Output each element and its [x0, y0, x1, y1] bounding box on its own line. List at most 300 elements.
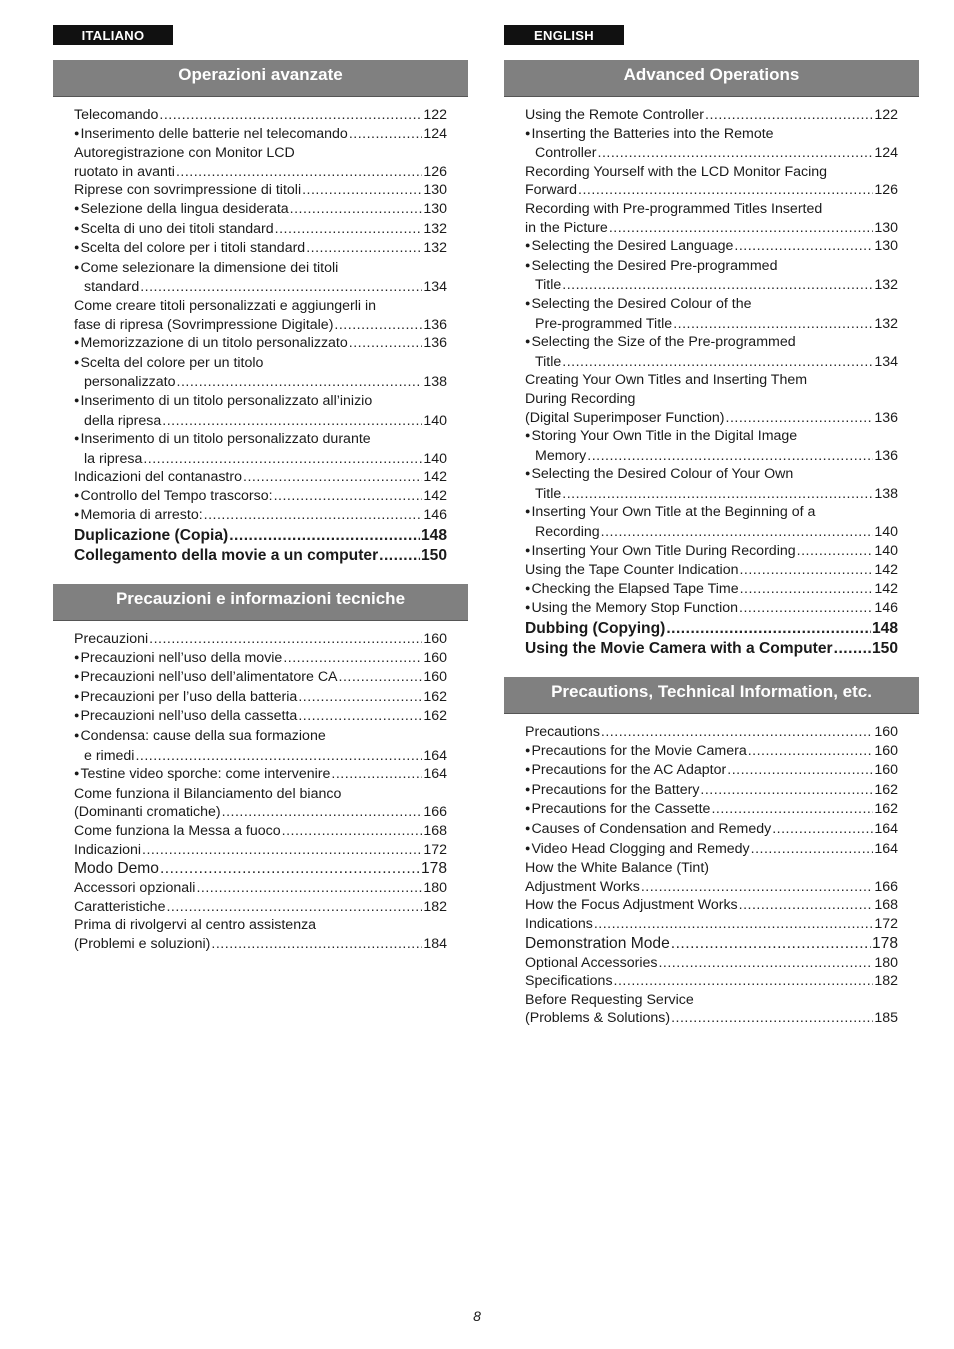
- toc-entry-text: ● Inserting the Batteries into the Remote: [525, 125, 774, 145]
- toc-entry-text: Memory: [535, 447, 587, 464]
- toc-entry-text: Dubbing (Copying): [525, 620, 666, 638]
- toc-entry-page: 134: [423, 279, 447, 296]
- toc-entry-text: fase di ripresa (Sovrimpressione Digitale): [74, 316, 334, 333]
- toc-entry: [74, 373, 447, 392]
- toc-entry: [525, 485, 898, 504]
- leader-dots: [302, 181, 422, 200]
- toc-entry-text: ● Precauzioni nell’uso dell’alimentatore CA: [74, 668, 338, 688]
- leader-dots: [149, 630, 422, 649]
- toc-entry-page: 124: [423, 125, 447, 142]
- toc-entry-page: 148: [871, 620, 898, 638]
- toc-entry: [525, 237, 898, 257]
- toc-entry-page: 124: [874, 145, 898, 162]
- leader-dots: [306, 239, 422, 258]
- toc-entry: [525, 619, 898, 639]
- toc-entry-text: ● Precauzioni nell’uso della cassetta: [74, 707, 297, 727]
- leader-dots: [658, 954, 873, 973]
- leader-dots: [339, 668, 423, 687]
- leader-dots: [159, 106, 422, 125]
- toc-entry-page: 178: [420, 860, 447, 878]
- toc-entry-text: ● Inserimento di un titolo personalizzato durante: [74, 430, 371, 450]
- toc-entry: [525, 761, 898, 781]
- leader-dots: [140, 278, 422, 297]
- toc-entry-page: 138: [874, 485, 898, 502]
- leader-dots: [562, 485, 873, 504]
- toc-entry: [525, 878, 898, 897]
- toc-entry-text: Title: [535, 353, 562, 370]
- toc-entry-page: 160: [874, 762, 898, 779]
- toc-entry-page: 134: [874, 353, 898, 370]
- toc-entry: [525, 1009, 898, 1028]
- toc-entry: [525, 333, 898, 353]
- toc-entry: [74, 297, 447, 316]
- toc-entry-text: ● Condensa: cause della sua formazione: [74, 727, 326, 747]
- leader-dots: [834, 639, 871, 659]
- toc-entry-text: Indicazioni del contanastro: [74, 469, 242, 486]
- toc-entry-text: ● Precautions for the Battery: [525, 781, 699, 801]
- toc-entry: [74, 354, 447, 374]
- toc-entry: [525, 991, 898, 1010]
- toc-entry-text: Creating Your Own Titles and Inserting Them: [525, 372, 808, 389]
- toc-entry-text: Using the Tape Counter Indication: [525, 562, 739, 579]
- leader-dots: [673, 315, 873, 334]
- toc-entry: [74, 278, 447, 297]
- toc-entry-text: Pre-programmed Title: [535, 315, 673, 332]
- toc-entry-text: ● Scelta di uno dei titoli standard: [74, 220, 274, 240]
- toc-entry-text: Riprese con sovrimpressione di titoli: [74, 182, 302, 199]
- toc-entry-page: 142: [423, 469, 447, 486]
- toc-entry: [525, 580, 898, 600]
- toc-entry-text: in the Picture: [525, 219, 608, 236]
- toc-entry: [525, 371, 898, 390]
- toc-entry-page: 140: [423, 412, 447, 429]
- leader-dots: [641, 878, 873, 897]
- leader-dots: [331, 765, 422, 784]
- leader-dots: [751, 840, 874, 859]
- toc-entry-text: Demonstration Mode: [525, 934, 670, 952]
- toc-entry: [74, 630, 447, 649]
- leader-dots: [243, 468, 422, 487]
- toc-entry-text: Autoregistrazione con Monitor LCD: [74, 145, 295, 162]
- toc-entry-page: 136: [423, 335, 447, 352]
- leader-dots: [587, 447, 873, 466]
- leader-dots: [740, 580, 874, 599]
- toc-entry: [74, 181, 447, 200]
- toc-entry-page: 150: [420, 547, 447, 565]
- toc-entry-text: ● Controllo del Tempo trascorso:: [74, 487, 273, 507]
- toc-entry: [74, 765, 447, 785]
- toc-entry-page: 162: [874, 781, 898, 798]
- toc-entry: [74, 125, 447, 145]
- toc-entry-text: Title: [535, 277, 562, 294]
- toc-entry-text: Optional Accessories: [525, 954, 658, 971]
- leader-dots: [177, 373, 423, 392]
- toc-list-precautions: [504, 714, 898, 1028]
- toc-entry: [74, 487, 447, 507]
- leader-dots: [700, 781, 873, 800]
- toc-entry-page: 172: [423, 841, 447, 858]
- toc-entry-page: 185: [874, 1010, 898, 1027]
- toc-entry-text: (Digital Superimposer Function): [525, 409, 725, 426]
- toc-entry: [74, 259, 447, 279]
- toc-entry-text: Recording: [535, 524, 600, 541]
- toc-entry-text: personalizzato: [84, 374, 176, 391]
- toc-entry: [525, 742, 898, 762]
- leader-dots: [135, 747, 422, 766]
- toc-entry: [74, 506, 447, 526]
- toc-entry: [74, 859, 447, 879]
- toc-entry: [74, 316, 447, 335]
- toc-entry-text: standard: [84, 279, 140, 296]
- toc-entry-text: Caratteristiche: [74, 898, 166, 915]
- english-column: [504, 25, 919, 1028]
- toc-entry: [525, 465, 898, 485]
- toc-entry: [525, 561, 898, 580]
- toc-entry-page: 126: [423, 163, 447, 180]
- toc-entry-text: ● Using the Memory Stop Function: [525, 599, 738, 619]
- toc-entry: [74, 526, 447, 546]
- toc-entry: [525, 723, 898, 742]
- leader-dots: [609, 219, 874, 238]
- toc-entry-page: 172: [874, 915, 898, 932]
- toc-entry: [525, 163, 898, 182]
- toc-entry-page: 130: [423, 182, 447, 199]
- toc-entry: [525, 972, 898, 991]
- leader-dots: [739, 896, 874, 915]
- leader-dots: [282, 822, 423, 841]
- toc-entry: [525, 257, 898, 277]
- toc-entry-page: 130: [423, 200, 447, 217]
- toc-entry-text: ● Inserting Your Own Title During Recording: [525, 542, 796, 562]
- toc-entry: [525, 800, 898, 820]
- toc-entry: [525, 200, 898, 219]
- leader-dots: [176, 163, 422, 182]
- toc-entry-text: ● Selecting the Desired Pre-programmed: [525, 257, 777, 277]
- toc-entry: [525, 125, 898, 145]
- toc-entry: [74, 392, 447, 412]
- toc-entry: [74, 106, 447, 125]
- leader-dots: [211, 935, 422, 954]
- toc-entry: [74, 803, 447, 822]
- leader-dots: [143, 450, 422, 469]
- toc-entry-page: 178: [871, 934, 898, 952]
- toc-entry-page: 168: [423, 823, 447, 839]
- toc-entry-text: Using the Remote Controller: [525, 107, 704, 123]
- leader-dots: [274, 487, 423, 506]
- toc-entry-text: Precautions: [525, 724, 600, 741]
- toc-entry-text: Controller: [535, 145, 597, 162]
- toc-entry: [525, 954, 898, 973]
- toc-entry-text: (Dominanti cromatiche): [74, 804, 221, 821]
- toc-entry-page: 166: [423, 804, 447, 821]
- toc-entry-text: ● Precauzioni nell’uso della movie: [74, 649, 282, 669]
- toc-entry-page: 136: [874, 409, 898, 426]
- toc-entry: [525, 409, 898, 428]
- toc-entry-text: ● Precautions for the Cassette: [525, 800, 710, 820]
- toc-entry-text: ● Precautions for the AC Adaptor: [525, 761, 726, 781]
- toc-entry-page: 182: [874, 973, 898, 990]
- toc-entry-text: (Problems & Solutions): [525, 1010, 671, 1027]
- toc-entry-text: Specifications: [525, 973, 613, 990]
- toc-entry: [525, 181, 898, 200]
- leader-dots: [705, 106, 873, 125]
- toc-entry-text: Come funziona il Bilanciamento del bianco: [74, 785, 342, 802]
- toc-entry: [74, 220, 447, 240]
- toc-entry: [74, 747, 447, 766]
- toc-entry: [525, 781, 898, 801]
- toc-entry: [74, 688, 447, 708]
- toc-entry: [74, 916, 447, 935]
- toc-entry-text: Come creare titoli personalizzati e aggiungerli in: [74, 297, 377, 314]
- leader-dots: [726, 409, 874, 428]
- toc-entry-page: 140: [423, 450, 447, 467]
- toc-entry-text: della ripresa: [84, 412, 162, 429]
- toc-entry: [525, 934, 898, 954]
- leader-dots: [772, 820, 873, 839]
- leader-dots: [142, 841, 422, 860]
- toc-entry: [525, 896, 898, 915]
- toc-entry-text: Indications: [525, 915, 593, 932]
- toc-entry-page: 142: [423, 487, 447, 504]
- toc-entry: [74, 412, 447, 431]
- leader-dots: [162, 412, 422, 431]
- section-header-operazioni-avanzate: Operazioni avanzate: [53, 60, 468, 97]
- toc-entry-page: 122: [874, 107, 898, 123]
- section-header-precauzioni: Precauzioni e informazioni tecniche: [53, 584, 468, 621]
- toc-entry-text: ● Memoria di arresto:: [74, 506, 203, 526]
- toc-entry-page: 180: [874, 954, 898, 971]
- toc-entry-text: la ripresa: [84, 450, 143, 467]
- toc-entry: [525, 353, 898, 372]
- toc-entry-page: 132: [874, 277, 898, 294]
- toc-entry: [525, 315, 898, 334]
- leader-dots: [229, 526, 420, 546]
- toc-entry: [525, 106, 898, 125]
- leader-dots: [598, 144, 874, 163]
- leader-dots: [275, 220, 423, 239]
- leader-dots: [196, 879, 422, 898]
- toc-entry: [525, 503, 898, 523]
- toc-entry: [74, 707, 447, 727]
- toc-entry-page: 138: [423, 374, 447, 391]
- toc-entry-page: 146: [423, 507, 447, 524]
- toc-entry: [74, 879, 447, 898]
- toc-entry-page: 162: [423, 688, 447, 705]
- leader-dots: [298, 688, 422, 707]
- toc-entry-page: 122: [423, 107, 447, 123]
- toc-entry: [74, 239, 447, 259]
- toc-entry-page: 164: [423, 766, 447, 783]
- leader-dots: [204, 506, 423, 525]
- toc-entry-text: Recording with Pre-programmed Titles Inserted: [525, 200, 823, 217]
- toc-entry-text: ● Come selezionare la dimensione dei titoli: [74, 259, 338, 279]
- leader-dots: [601, 523, 874, 542]
- toc-entry: [525, 295, 898, 315]
- toc-entry-text: Prima di rivolgervi al centro assistenza: [74, 917, 317, 934]
- toc-entry-text: How the Focus Adjustment Works: [525, 897, 738, 914]
- toc-entry-text: ● Inserting Your Own Title at the Beginning of a: [525, 503, 815, 523]
- toc-entry: [525, 542, 898, 562]
- toc-entry: [74, 144, 447, 163]
- leader-dots: [666, 619, 871, 639]
- toc-entry-text: ● Selecting the Desired Colour of Your Own: [525, 465, 793, 485]
- toc-entry-page: 168: [874, 897, 898, 914]
- leader-dots: [562, 353, 873, 372]
- toc-entry-text: ● Scelta del colore per i titoli standard: [74, 239, 305, 259]
- toc-entry-page: 126: [874, 182, 898, 199]
- leader-dots: [671, 934, 871, 954]
- leader-dots: [222, 803, 423, 822]
- toc-entry-page: 130: [874, 238, 898, 255]
- toc-entry: [525, 915, 898, 934]
- page-number: 8: [473, 1308, 481, 1324]
- toc-entry: [74, 468, 447, 487]
- toc-entry-text: Accessori opzionali: [74, 880, 196, 897]
- toc-entry: [74, 935, 447, 954]
- toc-entry: [74, 841, 447, 860]
- toc-entry-page: 180: [423, 880, 447, 897]
- leader-dots: [166, 898, 422, 917]
- toc-entry-page: 132: [423, 220, 447, 237]
- leader-dots: [734, 237, 873, 256]
- toc-entry-page: 130: [874, 219, 898, 236]
- toc-entry-text: Come funziona la Messa a fuoco: [74, 823, 281, 839]
- toc-entry-text: ● Selezione della lingua desiderata: [74, 200, 289, 220]
- toc-entry: [525, 447, 898, 466]
- toc-entry: [74, 727, 447, 747]
- toc-entry-text: During Recording: [525, 390, 636, 407]
- toc-entry-page: 132: [423, 240, 447, 257]
- toc-entry: [525, 599, 898, 619]
- toc-entry-text: ● Selecting the Desired Language: [525, 237, 733, 257]
- toc-entry-text: Duplicazione (Copia): [74, 527, 229, 545]
- toc-list-advanced-operations: [504, 97, 898, 659]
- toc-entry-page: 162: [874, 801, 898, 818]
- toc-entry-text: ● Precautions for the Movie Camera: [525, 742, 747, 762]
- toc-entry: [74, 430, 447, 450]
- leader-dots: [614, 972, 874, 991]
- toc-entry-text: (Problemi e soluzioni): [74, 935, 211, 952]
- toc-entry-page: 132: [874, 315, 898, 332]
- toc-entry: [74, 200, 447, 220]
- leader-dots: [739, 561, 873, 580]
- toc-entry-text: Forward: [525, 182, 578, 199]
- toc-list-operazioni-avanzate: [53, 97, 447, 566]
- toc-entry-page: 160: [874, 742, 898, 759]
- toc-entry-text: ● Selecting the Size of the Pre-programmed: [525, 333, 796, 353]
- leader-dots: [379, 546, 420, 566]
- toc-entry-text: Using the Movie Camera with a Computer: [525, 640, 833, 658]
- leader-dots: [671, 1009, 873, 1028]
- toc-entry: [74, 822, 447, 841]
- toc-entry-page: 160: [423, 631, 447, 648]
- leader-dots: [290, 200, 423, 219]
- toc-entry-text: Title: [535, 485, 562, 502]
- toc-entry-text: Precauzioni: [74, 631, 149, 648]
- toc-entry-text: ● Video Head Clogging and Remedy: [525, 840, 750, 860]
- leader-dots: [711, 800, 873, 819]
- leader-dots: [283, 649, 422, 668]
- italian-column: [53, 25, 468, 954]
- toc-entry-page: 166: [874, 878, 898, 895]
- toc-entry: [525, 523, 898, 542]
- leader-dots: [727, 761, 873, 780]
- toc-entry-text: Telecomando: [74, 107, 159, 123]
- toc-entry: [525, 840, 898, 860]
- toc-entry: [525, 144, 898, 163]
- toc-entry-text: ● Inserimento delle batterie nel telecomando: [74, 125, 348, 145]
- toc-entry-page: 146: [874, 600, 898, 617]
- toc-entry: [525, 859, 898, 878]
- toc-entry: [525, 219, 898, 238]
- toc-entry: [74, 649, 447, 669]
- toc-entry-text: ruotato in avanti: [74, 163, 175, 180]
- language-label-italiano: ITALIANO: [53, 25, 173, 45]
- toc-entry-text: ● Storing Your Own Title in the Digital Image: [525, 427, 797, 447]
- toc-entry: [74, 334, 447, 354]
- toc-entry-page: 164: [874, 821, 898, 837]
- toc-entry-text: Recording Yourself with the LCD Monitor Facing: [525, 163, 828, 180]
- toc-entry: [525, 427, 898, 447]
- leader-dots: [594, 915, 874, 934]
- section-header-precautions: Precautions, Technical Information, etc.: [504, 677, 919, 714]
- toc-entry-text: ● Selecting the Desired Colour of the: [525, 295, 751, 315]
- leader-dots: [739, 599, 873, 618]
- toc-entry-text: e rimedi: [84, 747, 135, 764]
- toc-entry-page: 184: [423, 935, 447, 952]
- toc-entry-text: ● Memorizzazione di un titolo personalizzato: [74, 334, 348, 354]
- leader-dots: [349, 334, 423, 353]
- toc-entry-text: ● Scelta del colore per un titolo: [74, 354, 263, 374]
- toc-entry: [74, 898, 447, 917]
- toc-entry-text: Indicazioni: [74, 841, 142, 858]
- toc-entry-text: How the White Balance (Tint): [525, 860, 709, 877]
- toc-entry-page: 160: [423, 649, 447, 666]
- toc-entry: [74, 785, 447, 804]
- toc-entry-text: ● Causes of Condensation and Remedy: [525, 820, 771, 840]
- toc-entry: [74, 546, 447, 566]
- toc-entry-text: ● Precauzioni per l’uso della batteria: [74, 688, 297, 708]
- toc-entry-page: 142: [874, 580, 898, 597]
- toc-entry: [74, 163, 447, 182]
- toc-entry-text: Adjustment Works: [525, 878, 640, 895]
- toc-entry: [525, 276, 898, 295]
- toc-entry-page: 164: [423, 747, 447, 764]
- toc-entry-page: 140: [874, 524, 898, 541]
- toc-entry-page: 164: [874, 840, 898, 857]
- toc-entry-text: Before Requesting Service: [525, 991, 694, 1008]
- leader-dots: [160, 859, 420, 879]
- section-header-advanced-operations: Advanced Operations: [504, 60, 919, 97]
- toc-entry-text: ● Checking the Elapsed Tape Time: [525, 580, 739, 600]
- toc-entry: [525, 820, 898, 840]
- toc-entry-page: 136: [423, 316, 447, 333]
- leader-dots: [601, 723, 873, 742]
- leader-dots: [797, 542, 874, 561]
- leader-dots: [349, 125, 423, 144]
- toc-entry: [525, 390, 898, 409]
- toc-entry-page: 148: [420, 527, 447, 545]
- toc-entry-page: 162: [423, 708, 447, 725]
- toc-entry-text: Collegamento della movie a un computer: [74, 547, 379, 565]
- leader-dots: [578, 181, 873, 200]
- toc-entry-page: 142: [874, 562, 898, 579]
- toc-entry-text: ● Testine video sporche: come intervenire: [74, 765, 330, 785]
- toc-list-precauzioni: [53, 621, 447, 954]
- leader-dots: [748, 742, 874, 761]
- toc-entry-page: 140: [874, 542, 898, 559]
- leader-dots: [334, 316, 422, 335]
